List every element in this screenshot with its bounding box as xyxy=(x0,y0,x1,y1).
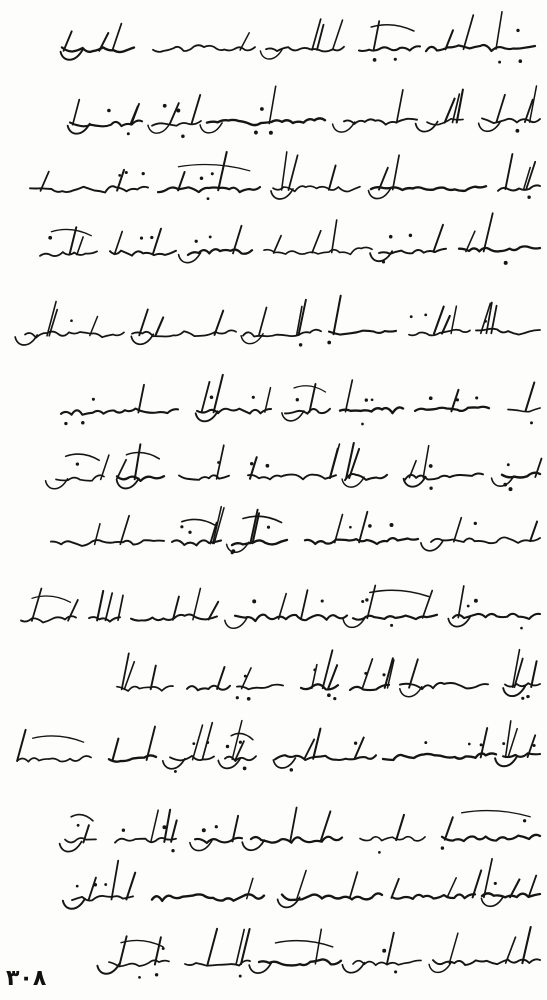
handwritten-line-ink xyxy=(46,443,542,491)
handwritten-line-ink xyxy=(68,86,540,138)
handwritten-line-ink xyxy=(97,927,540,979)
page-number: ۳۰۸ xyxy=(6,966,47,991)
handwritten-line-ink xyxy=(15,296,540,347)
handwritten-line-ink xyxy=(61,375,540,425)
handwritten-line-ink xyxy=(51,507,540,555)
handwritten-line-ink xyxy=(17,721,540,773)
handwritten-line-ink xyxy=(40,213,540,265)
handwritten-line-ink xyxy=(117,650,540,701)
handwritten-line-ink xyxy=(30,152,540,200)
handwritten-line-ink xyxy=(21,586,540,630)
handwritten-line-ink xyxy=(60,808,540,854)
handwritten-line-ink xyxy=(61,12,535,64)
handwritten-line-ink xyxy=(63,859,540,909)
